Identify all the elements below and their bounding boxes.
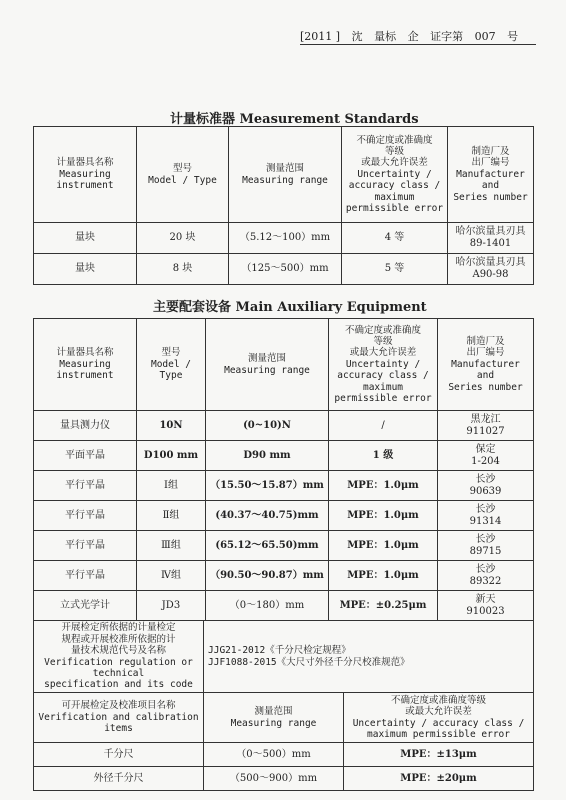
cell: 哈尔滨量具刃具 89-1401: [448, 223, 534, 254]
auxiliary-equipment-title: 主要配套设备 Main Auxiliary Equipment: [153, 300, 427, 315]
header-org3: 企: [407, 30, 419, 43]
cell: （0～180）mm: [206, 591, 329, 621]
measurement-standards-table: [33, 126, 534, 285]
aux-h-range: 测量范围 Measuring range: [206, 319, 329, 411]
header-cert: 证字第: [430, 30, 464, 43]
aux-h-model: 型号 Model / Type: [137, 319, 206, 411]
cell: /: [329, 411, 438, 441]
cell: MPE：±0.25μm: [329, 591, 438, 621]
cell: 量块: [34, 254, 137, 285]
cell: 平行平晶: [34, 471, 137, 501]
cell: 平面平晶: [34, 441, 137, 471]
header-org2: 量标: [374, 30, 397, 43]
aux-h-name: 计量器具名称 Measuring instrument: [34, 319, 137, 411]
cell: 平行平晶: [34, 531, 137, 561]
cell: (0~10)N: [206, 411, 329, 441]
table-row: [34, 441, 534, 471]
cell: 量具测力仪: [34, 411, 137, 441]
cell: （125～500）mm: [229, 254, 342, 285]
verification-regulation-table: [33, 620, 534, 693]
cell: 量块: [34, 223, 137, 254]
items-h-range: 测量范围 Measuring range: [204, 693, 344, 743]
header-num: 007: [474, 30, 496, 43]
cell: （90.50～90.87）mm: [206, 561, 329, 591]
table-row: [34, 501, 534, 531]
verification-label: 开展检定所依据的计量检定 规程或开展校准所依据的计 量技术规范代号及名称 Verification regulation or technical specification and its code: [34, 621, 204, 693]
items-header-row: [34, 693, 534, 743]
cell: D90 mm: [206, 441, 329, 471]
cell: MPE：±20μm: [344, 767, 534, 791]
cell: 长沙 90639: [438, 471, 534, 501]
table-row: [34, 471, 534, 501]
table-row: [34, 743, 534, 767]
cell: D100 mm: [137, 441, 206, 471]
cell: （0～500）mm: [204, 743, 344, 767]
ms-h-range: 测量范围 Measuring range: [229, 127, 342, 223]
cell: 立式光学计: [34, 591, 137, 621]
ms-h-model: 型号 Model / Type: [137, 127, 229, 223]
measurement-standards-title: 计量标准器 Measurement Standards: [170, 112, 419, 127]
cell: 10N: [137, 411, 206, 441]
cell: 8 块: [137, 254, 229, 285]
items-h-name: 可开展检定及校准项目名称 Verification and calibration items: [34, 693, 204, 743]
cell: 5 等: [342, 254, 448, 285]
cell: 黑龙江 911027: [438, 411, 534, 441]
calibration-items-table: [33, 692, 534, 791]
cell: 长沙 89715: [438, 531, 534, 561]
header-rule: [300, 44, 536, 45]
certificate-header: [300, 28, 526, 44]
cell: Ⅳ组: [137, 561, 206, 591]
table-row: [34, 767, 534, 791]
auxiliary-equipment-table: [33, 318, 534, 621]
ms-h-unc: 不确定度或准确度 等级 或最大允许误差 Uncertainty / accuracy class / maximum permissible error: [342, 127, 448, 223]
cell: 长沙 89322: [438, 561, 534, 591]
table-row: [34, 561, 534, 591]
cell: （5.12～100）mm: [229, 223, 342, 254]
table-row: [34, 223, 534, 254]
cell: 4 等: [342, 223, 448, 254]
header-hao: 号: [507, 30, 519, 43]
table-row: [34, 621, 534, 693]
aux-h-unc: 不确定度或准确度 等级 或最大允许误差 Uncertainty / accuracy class / maximum permissible error: [329, 319, 438, 411]
cell: MPE：±13μm: [344, 743, 534, 767]
table-row: [34, 591, 534, 621]
cell: 20 块: [137, 223, 229, 254]
cell: （15.50～15.87）mm: [206, 471, 329, 501]
cell: 外径千分尺: [34, 767, 204, 791]
cell: MPE：1.0μm: [329, 561, 438, 591]
cell: (40.37～40.75)mm: [206, 501, 329, 531]
cell: 1 级: [329, 441, 438, 471]
aux-h-mfr: 制造厂及 出厂编号 Manufacturer and Series number: [438, 319, 534, 411]
ms-h-name: 计量器具名称 Measuring instrument: [34, 127, 137, 223]
cell: 保定 1-204: [438, 441, 534, 471]
cell: 平行平晶: [34, 561, 137, 591]
header-year: [2011 ]: [300, 30, 341, 43]
cell: 长沙 91314: [438, 501, 534, 531]
cell: JD3: [137, 591, 206, 621]
cell: MPE：1.0μm: [329, 471, 438, 501]
cell: 平行平晶: [34, 501, 137, 531]
cell: 新天 910023: [438, 591, 534, 621]
ms-header-row: [34, 127, 534, 223]
cell: 哈尔滨量具刃具 A90-98: [448, 254, 534, 285]
cell: 千分尺: [34, 743, 204, 767]
items-h-unc: 不确定度或准确度等级 或最大允许误差 Uncertainty / accuracy class / maximum permissible error: [344, 693, 534, 743]
cell: Ⅲ组: [137, 531, 206, 561]
header-org1: 沈: [351, 30, 363, 43]
verification-value: JJG21-2012《千分尺检定规程》 JJF1088-2015《大尺寸外径千分尺校准规范》: [204, 621, 534, 693]
table-row: [34, 254, 534, 285]
table-row: [34, 531, 534, 561]
ms-h-mfr: 制造厂及 出厂编号 Manufacturer and Series number: [448, 127, 534, 223]
cell: (65.12～65.50)mm: [206, 531, 329, 561]
table-row: [34, 411, 534, 441]
aux-header-row: [34, 319, 534, 411]
cell: MPE：1.0μm: [329, 531, 438, 561]
cell: （500～900）mm: [204, 767, 344, 791]
cell: MPE：1.0μm: [329, 501, 438, 531]
cell: Ⅱ组: [137, 501, 206, 531]
cell: Ⅰ组: [137, 471, 206, 501]
